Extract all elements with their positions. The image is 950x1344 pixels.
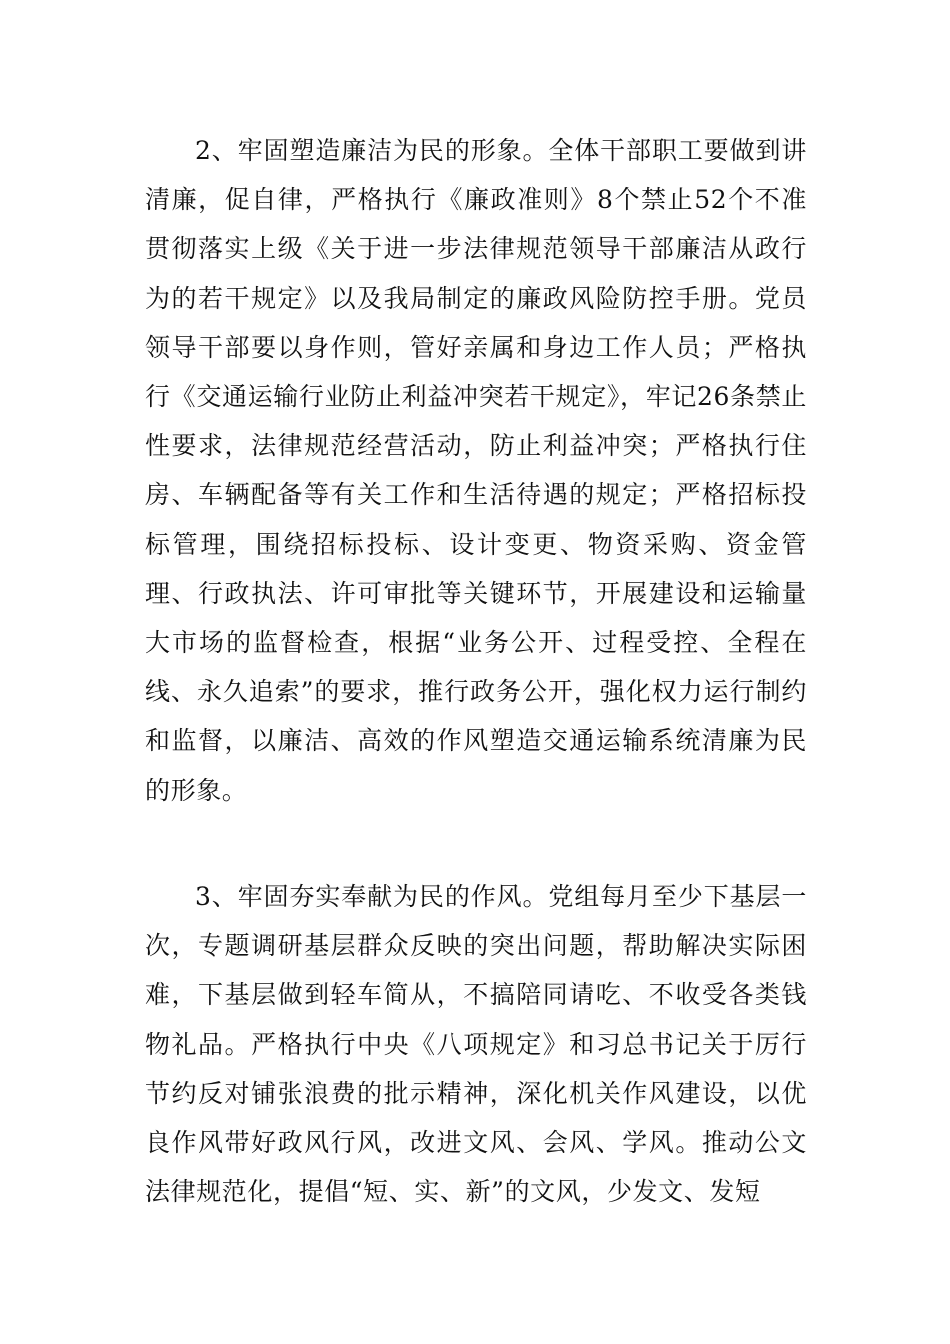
- paragraph-section-3: 3、牢固夯实奉献为民的作风。党组每月至少下基层一次，专题调研基层群众反映的突出问题，帮助解决实际困难，下基层做到轻车简从，不搞陪同请吃、不收受各类钱物礼品。严格执行中央《八项规定》和习总书记关于厉行节约反对铺张浪费的批示精神，深化机关作风建设，以优良作风带好政风行风，改进文风、会风、学风。推动公文法律规范化，提倡“短、实、新”的文风，少发文、发短: [145, 882, 807, 1207]
- paragraph-section-2: 2、牢固塑造廉洁为民的形象。全体干部职工要做到讲清廉，促自律，严格执行《廉政准则》8个禁止52个不准贯彻落实上级《关于进一步法律规范领导干部廉洁从政行为的若干规定》以及我局制定的廉政风险防控手册。党员领导干部要以身作则，管好亲属和身边工作人员；严格执行《交通运输行业防止利益冲突若干规定》，牢记26条禁止性要求，法律规范经营活动，防止利益冲突；严格执行住房、车辆配备等有关工作和生活待遇的规定；严格招标投标管理，围绕招标投标、设计变更、物资采购、资金管理、行政执法、许可审批等关键环节，开展建设和运输量大市场的监督检查，根据“业务公开、过程受控、全程在线、永久追索”的要求，推行政务公开，强化权力运行制约和监督，以廉洁、高效的作风塑造交通运输系统清廉为民的形象。: [145, 136, 807, 805]
